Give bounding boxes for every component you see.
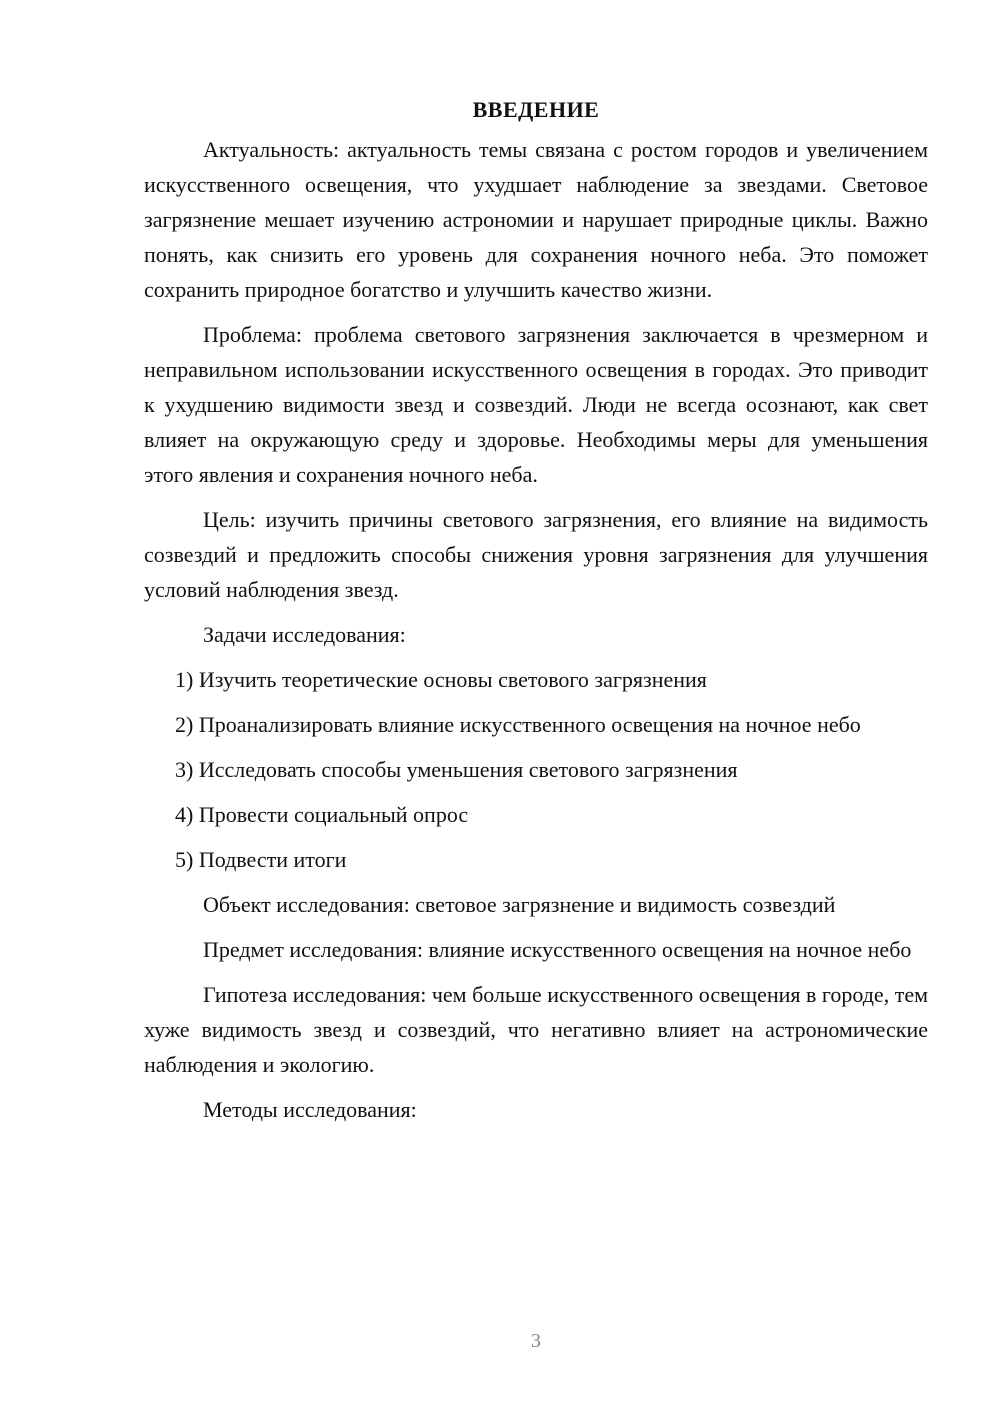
page-number: 3: [531, 1330, 541, 1352]
paragraph-goal: Цель: изучить причины светового загрязнения, его влияние на видимость созвездий и предложить способы снижения уровня загрязнения для улучшения условий наблюдения звезд.: [144, 507, 928, 602]
paragraph-object: Объект исследования: световое загрязнение и видимость созвездий: [203, 892, 836, 917]
methods-heading: Методы исследования:: [203, 1097, 417, 1122]
paragraph-hypothesis: Гипотеза исследования: чем больше искусственного освещения в городе, тем хуже видимость звезд и созвездий, что негативно влияет на астрономические наблюдения и экологию.: [144, 982, 929, 1077]
paragraph-subject: Предмет исследования: влияние искусственного освещения на ночное небо: [203, 937, 912, 962]
task-item-1: 1) Изучить теоретические основы светового загрязнения: [175, 667, 707, 692]
task-item-3: 3) Исследовать способы уменьшения светового загрязнения: [175, 757, 738, 782]
section-title: ВВЕДЕНИЕ: [472, 97, 600, 122]
task-item-4: 4) Провести социальный опрос: [175, 802, 469, 827]
task-item-5: 5) Подвести итоги: [175, 847, 347, 872]
document-page: [144, 92, 928, 1137]
paragraph-problem: Проблема: проблема светового загрязнения заключается в чрезмерном и неправильном использовании искусственного освещения в городах. Это приводит к ухудшению видимости звезд и созвездий. Люди не всегда осознают, как свет влияет на окружающую среду и здоровье. Необходимы меры для уменьшения этого явления и сохранения ночного неба.: [144, 322, 928, 487]
paragraph-relevance: Актуальность: актуальность темы связана с ростом городов и увеличением искусственного освещения, что ухудшает наблюдение за звездами. Световое загрязнение мешает изучению астрономии и нарушает природные циклы. Важно понять, как снизить его уровень для сохранения ночного неба. Это поможет сохранить природное богатство и улучшить качество жизни.: [144, 137, 928, 302]
tasks-heading: Задачи исследования:: [203, 622, 406, 647]
task-item-2: 2) Проанализировать влияние искусственного освещения на ночное небо: [175, 712, 861, 737]
